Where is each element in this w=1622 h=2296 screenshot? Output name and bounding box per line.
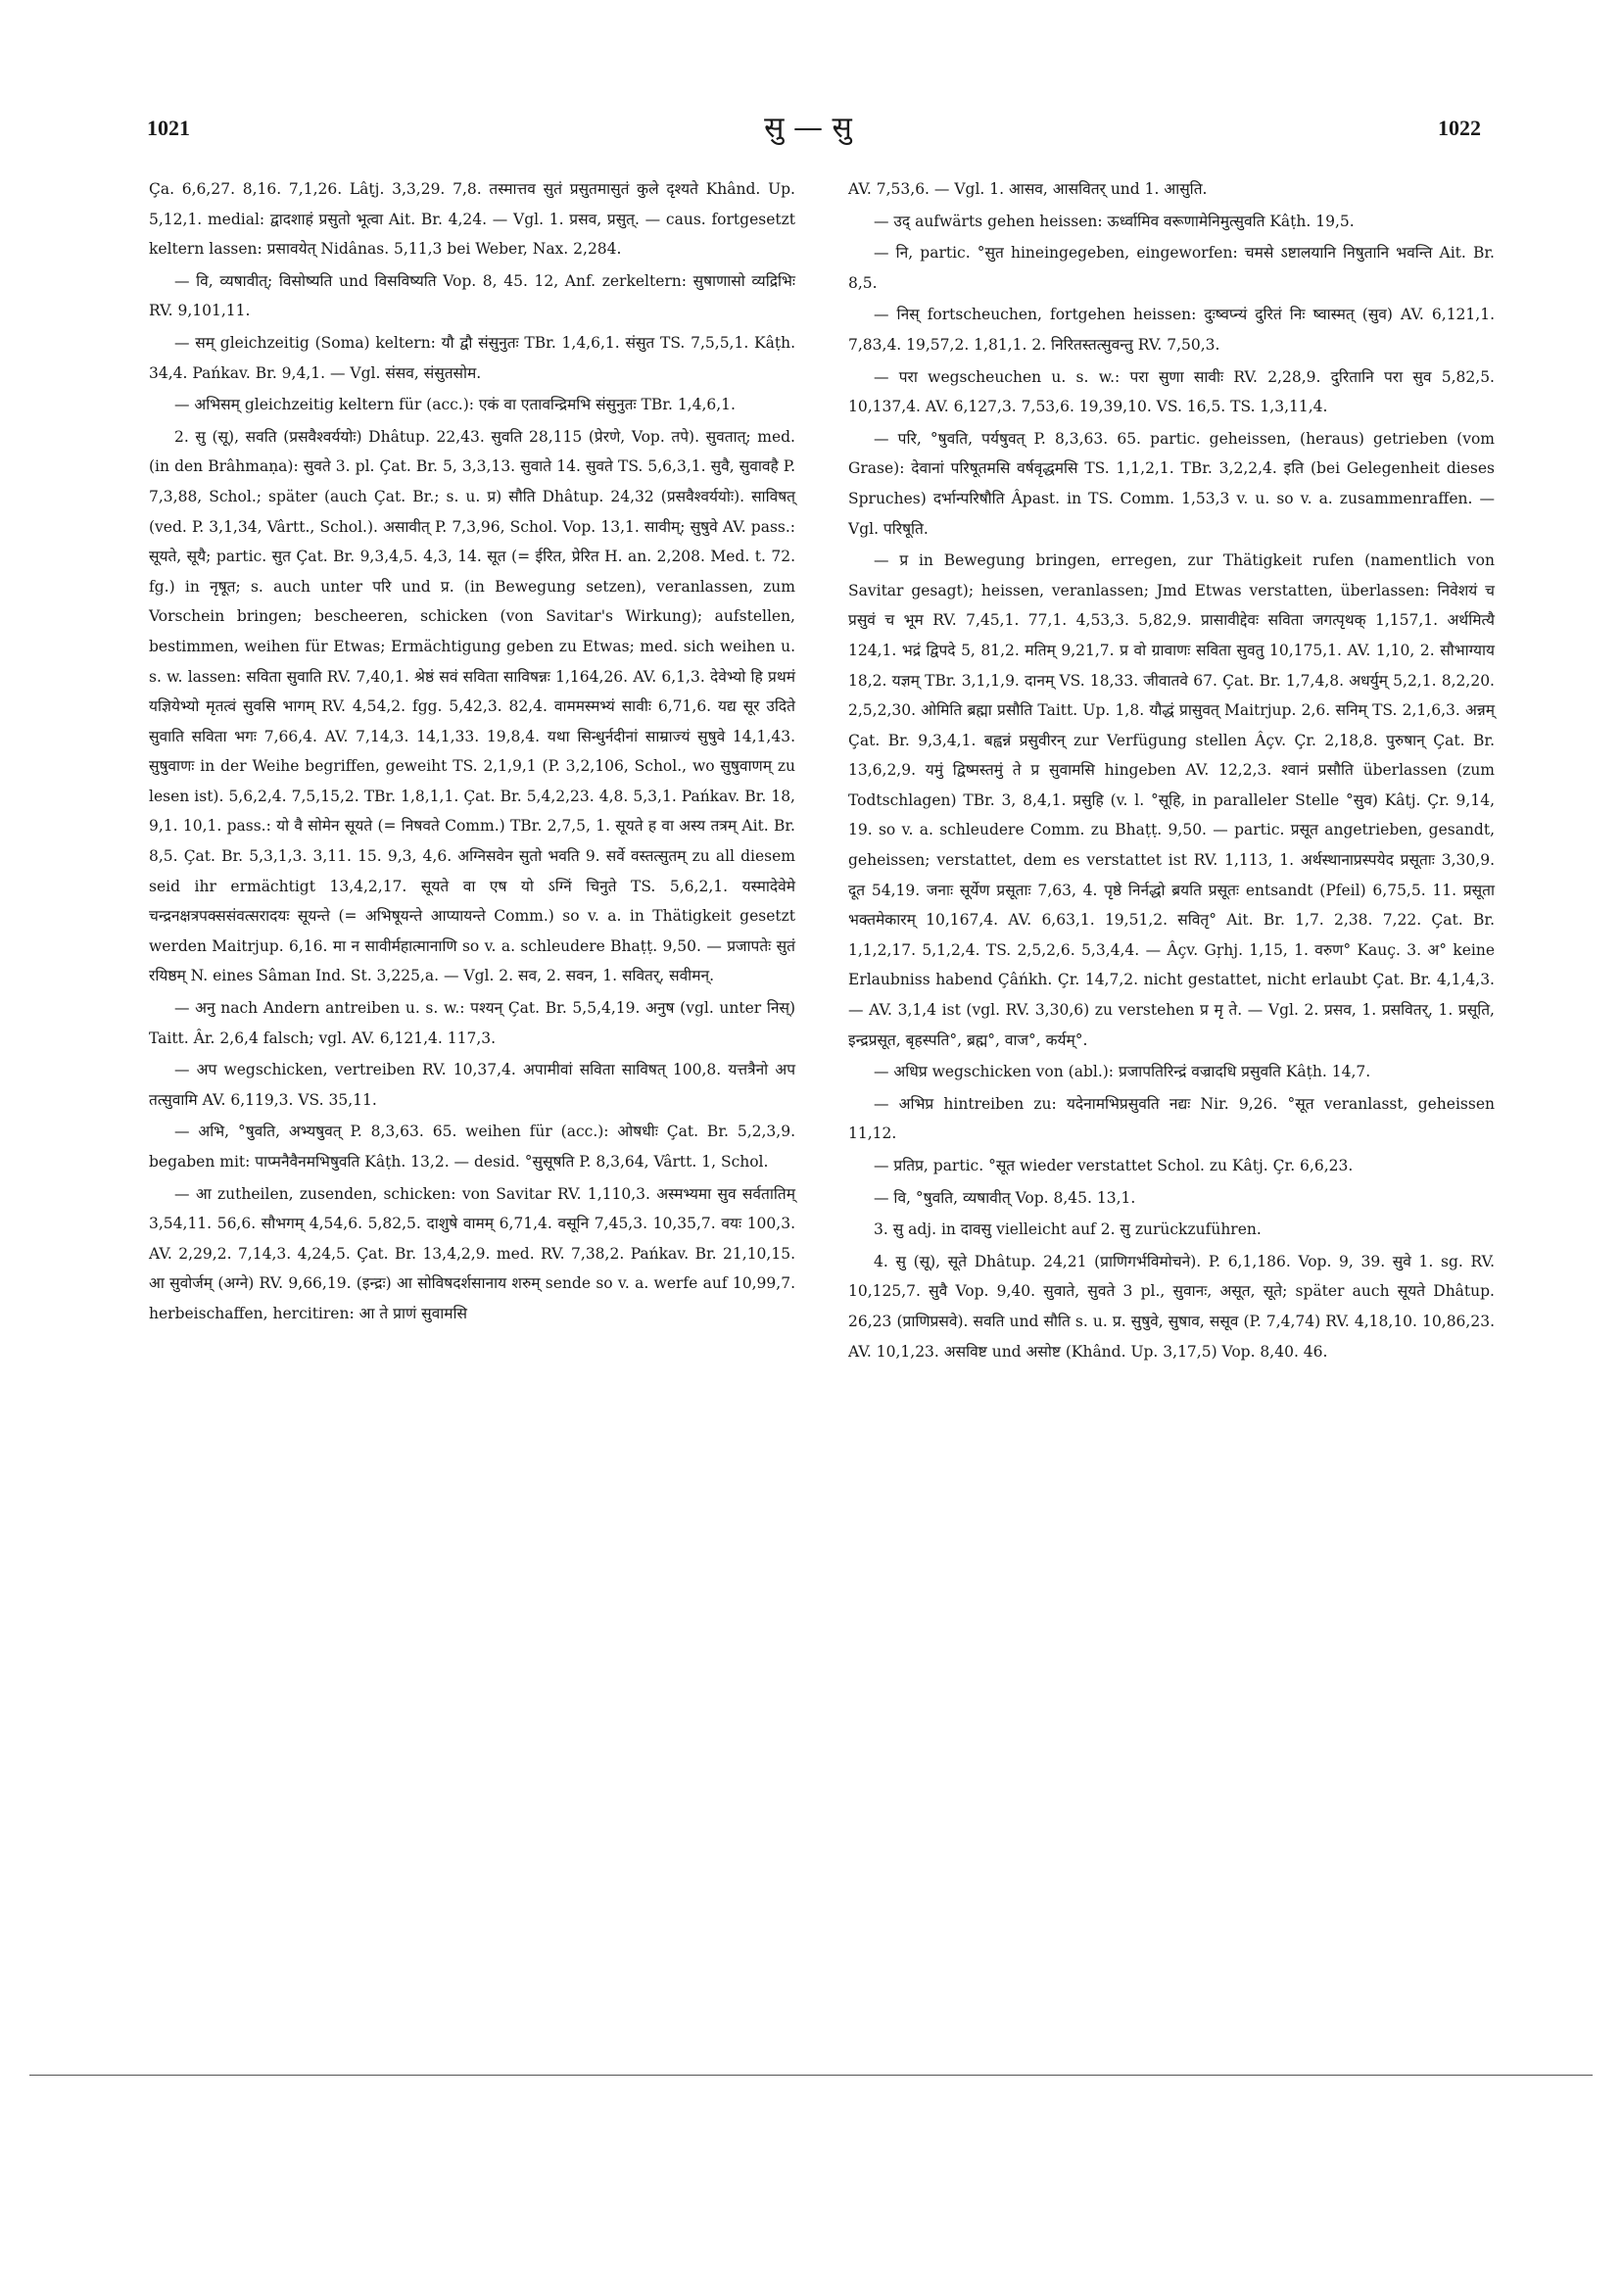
- entry-paragraph: — अप wegschicken, vertreiben RV. 10,37,4. अपामीवां सविता साविषत् 100,8. यत्तत्रैनो अप तत्सुवामि AV. 6,119,3. VS. 35,11.: [149, 1061, 795, 1109]
- entry-paragraph: AV. 7,53,6. — Vgl. 1. आसव, आसवितर् und 1. आसुति.: [848, 180, 1208, 198]
- entry-paragraph: — प्र in Bewegung bringen, erregen, zur Thätigkeit rufen (namentlich von Savitar gesagt); heissen, veranlassen; Jmd Etwas verstatten, überlassen: निवेशयं च प्रसुवं च भूम RV. 7,45,1. 77,1. 4,53,3. 5,82,9. प्रासावीद्देवः सविता जगत्पृथक् 1,157,1. अर्थमित्यै 124,1. भद्रं द्विपदे 5, 81,2. मतिम् 9,21,7. प्र वो ग्रावाणः सविता सुवतु 10,175,1. AV. 1,10, 2. सौभाग्याय 18,2. यज्ञम् TBr. 3,1,1,9. दानम् VS. 18,33. जीवातवे 67. Çat. Br. 1,7,4,8. अधर्युम् 5,2,1. 8,2,20. 2,5,2,30. ओमिति ब्रह्मा प्रसौति Taitt. Up. 1,8. यौद्धं प्रासुवत् Maitrjup. 2,6. सनिम् TS. 2,1,6,3. अन्नम् Çat. Br. 9,3,4,1. बह्वन्नं प्रसुवीरन् zur Verfügung stellen Âçv. Çr. 2,18,8. पुरुषान् Çat. Br. 13,6,2,9. यमुं द्विष्मस्तमुं ते प्र सुवामसि hingeben AV. 12,2,3. श्वानं प्रसौति überlassen (zum Todtschlagen) TBr. 3, 8,4,1. प्रसुहि (v. l. °सूहि, in paralleler Stelle °सुव) Kâtj. Çr. 9,14, 19. so v. a. schleudere Comm. zu Bhaṭṭ. 9,50. — partic. प्रसूत angetrieben, gesandt, geheissen; verstattet, dem es verstattet ist RV. 1,113, 1. अर्थस्थानाप्रस्पयेद प्रसूताः 3,30,9. दूत 54,19. जनाः सूर्येण प्रसूताः 7,63, 4. पृष्ठे निर्नद्धो ब्रयति प्रसूतः entsandt (Pfeil) 6,75,5. 11. प्रसूता भक्तमेकारम् 10,167,4. AV. 6,63,1. 19,51,2. सवितृ° Ait. Br. 1,7. 2,38. 7,22. Çat. Br. 1,1,2,17. 5,1,2,4. TS. 2,5,2,6. 5,3,4,4. — Âçv. Gṛhj. 1,15, 1. वरुण° Kauç. 3. अ° keine Erlaubniss habend Çâńkh. Çr. 14,7,2. nicht gestattet, nicht erlaubt Çat. Br. 4,1,4,3. — AV. 3,1,4 ist (vgl. RV. 3,30,6) zu verstehen प्र मृ ते. — Vgl. 2. प्रसव, 1. प्रसवितर्, 1. प्रसूति, इन्द्रप्रसूत, बृहस्पति°, ब्रह्म°, वाज°, कर्यम्°.: [848, 551, 1495, 1049]
- page-number-left: 1021: [147, 116, 190, 140]
- entry-paragraph: — प्रतिप्र, partic. °सूत wieder verstattet Schol. zu Kâtj. Çr. 6,6,23.: [874, 1157, 1354, 1174]
- entry-paragraph: 2. सु (सू), सवति (प्रसवैश्वर्ययोः) Dhâtup. 22,43. सुवति 28,115 (प्रेरणे, Vop. तपे). सुवतात्; med. (in den Brâhmaṇa): सुवते 3. pl. Çat. Br. 5, 3,3,13. सुवाते 14. सुवते TS. 5,6,3,1. सुवै, सुवावहै P. 7,3,88, Schol.; später (auch Çat. Br.; s. u. प्र) सौति Dhâtup. 24,32 (प्रसवैश्वर्ययोः). साविषत् (ved. P. 3,1,34, Vârtt., Schol.). असावीत् P. 7,3,96, Schol. Vop. 13,1. सावीम्; सुषुवे AV. pass.: सूयते, सूयै; partic. सुत Çat. Br. 9,3,4,5. 4,3, 14. सूत (= ईरित, प्रेरित H. an. 2,208. Med. t. 72. fg.) in नृषूत; s. auch unter परि und प्र. (in Bewegung setzen), veranlassen, zum Vorschein bringen; bescheeren, schicken (von Savitar's Wirkung); aufstellen, bestimmen, weihen für Etwas; Ermächtigung geben zu Etwas; med. sich weihen u. s. w. lassen: सविता सुवाति RV. 7,40,1. श्रेष्ठं सवं सविता साविषन्नः 1,164,26. AV. 6,1,3. देवेभ्यो हि प्रथमं यज्ञियेभ्यो मृतत्वं सुवसि भागम् RV. 4,54,2. fgg. 5,42,3. 82,4. वाममस्मभ्यं सावीः 6,71,6. यद्य सूर उदिते सुवाति सविता भगः 7,66,4. AV. 7,14,3. 14,1,33. 19,8,4. यथा सिन्धुर्नदीनां साम्राज्यं सुषुवे 14,1,43. सुषुवाणः in der Weihe begriffen, geweiht TS. 2,1,9,1 (P. 3,2,106, Schol., wo सुषुवाणम् zu lesen ist). 5,6,2,4. 7,5,15,2. TBr. 1,8,1,1. Çat. Br. 5,4,2,23. 4,8. 5,3,1. Pańkav. Br. 18, 9,1. 10,1. pass.: यो वै सोमेन सूयते (= निषवते Comm.) TBr. 2,7,5, 1. सूयते ह वा अस्य तत्रम् Ait. Br. 8,5. Çat. Br. 5,3,1,3. 3,11. 15. 9,3, 4,6. अग्निसवेन सुतो भवति 9. सर्वे वस्तत्सुतम् zu all diesem seid ihr ermächtigt 13,4,2,17. सूयते वा एष यो ऽग्निं चिनुते TS. 5,6,2,1. यस्मादेवेमे चन्द्रनक्षत्रपक्ससंवत्सरादयः सूयन्ते (= अभिषूयन्ते आप्यायन्ते Comm.) so v. a. in Thätigkeit gesetzt werden Maitrjup. 6,16. मा न सावीर्महात्मानाणि so v. a. schleudere Bhaṭṭ. 9,50. — प्रजापतेः सुतं रयिष्ठम् N. eines Sâman Ind. St. 3,225,a. — Vgl. 2. सव, 2. सवन, 1. सवितर्, सवीमन्.: [149, 427, 795, 985]
- entry-paragraph: — परा wegscheuchen u. s. w.: परा सुणा सावीः RV. 2,28,9. दुरितानि परा सुव 5,82,5. 10,137,4. AV. 6,127,3. 7,53,6. 19,39,10. VS. 16,5. TS. 1,3,11,4.: [848, 367, 1495, 416]
- entry-paragraph: — अभि, °षुवति, अभ्यषुवत् P. 8,3,63. 65. weihen für (acc.): ओषधीः Çat. Br. 5,2,3,9. begaben mit: पाप्मनैवैनमभिषुवति Kâṭh. 13,2. — desid. °सुसूषति P. 8,3,64, Vârtt. 1, Schol.: [149, 1123, 795, 1171]
- entry-paragraph: — अधिप्र wegschicken von (abl.): प्रजापतिरिन्द्रं वज्रादधि प्रसुवति Kâṭh. 14,7.: [874, 1063, 1371, 1081]
- left-column: [149, 174, 795, 1331]
- entry-paragraph: — वि, °षुवति, व्यषावीत् Vop. 8,45. 13,1.: [874, 1188, 1136, 1207]
- footer-rule: [29, 2075, 1593, 2076]
- entry-paragraph: — नि, partic. °सुत hineingegeben, eingeworfen: चमसे ऽष्टालयानि निषुतानि भवन्ति Ait. Br. 8,5.: [848, 244, 1495, 292]
- entry-paragraph: — उद् aufwärts gehen heissen: ऊर्ध्वामिव वरूणामेनिमुत्सुवति Kâṭh. 19,5.: [874, 212, 1355, 230]
- entry-paragraph: 4. सु (सू), सूते Dhâtup. 24,21 (प्राणिगर्भविमोचने). P. 6,1,186. Vop. 9, 39. सुवे 1. sg. RV. 10,125,7. सुवै Vop. 9,40. सुवाते, सुवते 3 pl., सुवानः, असूत, सूते; später auch सूयते Dhâtup. 26,23 (प्राणिप्रसवे). सवति und सौति s. u. प्र. सुषुवे, सुषाव, ससूव (P. 7,4,74) RV. 4,18,10. 10,86,23. AV. 10,1,23. असविष्ट und असोष्ट (Khând. Up. 3,17,5) Vop. 8,40. 46.: [848, 1252, 1495, 1361]
- entry-paragraph: Ça. 6,6,27. 8,16. 7,1,26. Lâṭj. 3,3,29. 7,8. तस्मात्तव सुतं प्रसुतमासुतं कुले दृश्यते Khând. Up. 5,12,1. medial: द्वादशाहं प्रसुतो भूत्वा Ait. Br. 4,24. — Vgl. 1. प्रसव, प्रसुत्. — caus. fortgesetzt keltern lassen: प्रसावयेत् Nidânas. 5,11,3 bei Weber, Nax. 2,284.: [149, 180, 795, 259]
- entry-paragraph: — अभिसम् gleichzeitig keltern für (acc.): एकं वा एतावन्द्रिमभि संसुनुतः TBr. 1,4,6,1.: [174, 396, 736, 414]
- page-number-right: 1022: [1438, 116, 1481, 140]
- entry-paragraph: 3. सु adj. in दावसु vielleicht auf 2. सु zurückzuführen.: [874, 1220, 1262, 1239]
- entry-paragraph: — सम् gleichzeitig (Soma) keltern: यौ द्वौ संसुनुतः TBr. 1,4,6,1. संसुत TS. 7,5,5,1. Kâṭh. 34,4. Pańkav. Br. 9,4,1. — Vgl. संसव, संसुतसोम.: [149, 333, 795, 382]
- right-column: [848, 174, 1495, 1368]
- entry-paragraph: — वि, व्यषावीत्; विसोष्यति und विसविष्यति Vop. 8, 45. 12, Anf. zerkeltern: सुषाणासो व्यद्रिभिः RV. 9,101,11.: [149, 271, 795, 320]
- entry-paragraph: — निस् fortscheuchen, fortgehen heissen: दुःष्वप्न्यं दुरितं निः ष्वास्मत् (सुव) AV. 6,121,1. 7,83,4. 19,57,2. 1,81,1. 2. निरितस्तत्सुवन्तु RV. 7,50,3.: [848, 306, 1495, 354]
- entry-paragraph: — परि, °षुवति, पर्यषुवत् P. 8,3,63. 65. partic. geheissen, (heraus) getrieben (vom Grase): देवानां परिषूतमसि वर्षवृद्धमसि TS. 1,1,2,1. TBr. 3,2,2,4. इति (bei Gelegenheit dieses Spruches) दर्भान्परिषौति Âpast. in TS. Comm. 1,53,3 v. u. so v. a. zusammenraffen. — Vgl. परिषूति.: [848, 429, 1495, 538]
- entry-paragraph: — अभिप्र hintreiben zu: यदेनामभिप्रसुवति नद्यः Nir. 9,26. °सूत veranlasst, geheissen 11,12.: [848, 1094, 1495, 1143]
- running-headword: सु — सु: [764, 111, 852, 145]
- entry-paragraph: — आ zutheilen, zusenden, schicken: von Savitar RV. 1,110,3. अस्मभ्यमा सुव सर्वतातिम् 3,54,11. 56,6. सौभगम् 4,54,6. 5,82,5. दाशुषे वामम् 6,71,4. वसूनि 7,45,3. 10,35,7. वयः 100,3. AV. 2,29,2. 7,14,3. 4,24,5. Çat. Br. 13,4,2,9. med. RV. 7,38,2. Pańkav. Br. 21,10,15. आ सुवोर्जम् (अग्ने) RV. 9,66,19. (इन्द्रः) आ सोविषदर्शसानाय शरुम् sende so v. a. werfe auf 10,99,7. herbeischaffen, hercitiren: आ ते प्राणं सुवामसि: [149, 1184, 795, 1322]
- entry-paragraph: — अनु nach Andern antreiben u. s. w.: पश्यन् Çat. Br. 5,5,4,19. अनुष (vgl. unter निस्) Taitt. Âr. 2,6,4 falsch; vgl. AV. 6,121,4. 117,3.: [149, 999, 795, 1047]
